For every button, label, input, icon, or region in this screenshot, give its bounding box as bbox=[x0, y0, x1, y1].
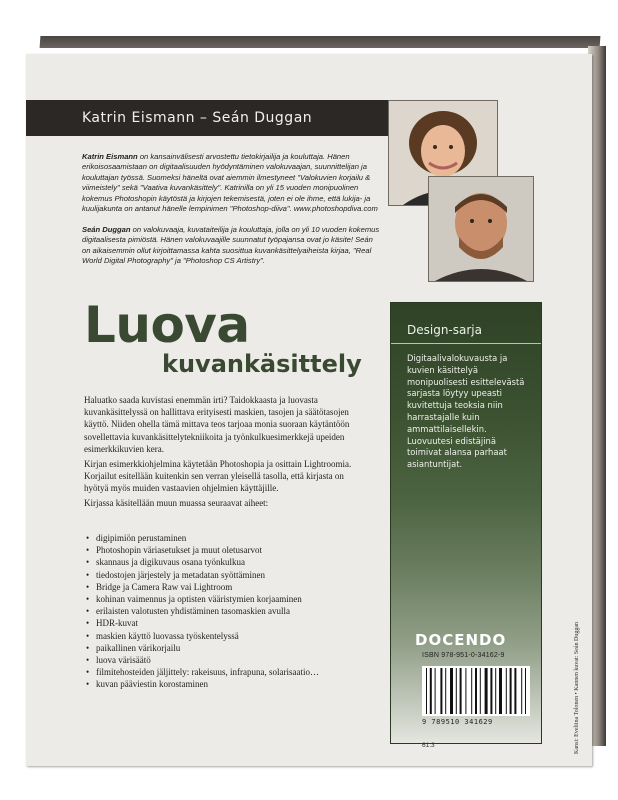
publisher-logo: DOCENDO bbox=[415, 631, 507, 649]
topics-list bbox=[86, 532, 376, 691]
bio-eismann-text: on kansainvälisesti arvostettu tietokirjailija ja kouluttaja. Hänen erikoisosaamistaan on digitaalisuuden hyödyntäminen valokuvaajan, suunnittelijan ja kouluttajan työssä. Suomeksi häneltä ovat aiemmin ilmestyneet "Valokuvien korjailu & viimeistely" sekä "Vaativa kuvankäsittely". Katrinilla on yli 15 vuoden monipuolinen kokemus Photoshopin käytöstä ja kirjojen tekemisestä, joten ei ole ihme, että lukija- ja kuulijakunta on antanut hänelle lempinimen "Photoshop-diiva". www.photoshopdiva.com bbox=[82, 152, 378, 214]
topics-intro: Kirjassa käsitellään muun muassa seuraavat aiheet: bbox=[84, 498, 269, 508]
list-item: • skannaus ja digikuvaus osana työnkulkua bbox=[86, 556, 376, 568]
list-item: • kohinan vaimennus ja optisten vääristymien korjaaminen bbox=[86, 593, 376, 605]
book-subtitle: kuvankäsittely bbox=[162, 350, 362, 378]
bio-duggan-text: on valokuvaaja, kuvataiteilija ja kouluttaja, jolla on yli 10 vuoden kokemus digitaalisesta pimiöstä. Hänen valokuvaajille suunnatut työpajansa ovat jo käsite! Seán on aikaisemmin ollut kirjoittamassa kahta suosittua kuvankäsittelyaiheista kirjaa, "Real World Digital Photography" ja "Photoshop CS Artistry". bbox=[82, 225, 380, 266]
barcode-icon bbox=[422, 666, 530, 716]
list-item: • filmitehosteiden jäljittely: rakeisuus, infrapuna, solarisaatio… bbox=[86, 666, 376, 678]
list-item: • digipimiön perustaminen bbox=[86, 532, 376, 544]
list-item: • maskien käyttö luovassa työskentelyssä bbox=[86, 630, 376, 642]
barcode-area bbox=[422, 652, 530, 734]
bio-eismann bbox=[82, 152, 382, 214]
classification-code: 61.3 bbox=[422, 742, 435, 749]
author-names-bar: Katrin Eismann – Seán Duggan bbox=[26, 100, 388, 136]
isbn-text: ISBN 978-951-0-34162-9 bbox=[422, 652, 505, 659]
barcode-digits: 9 789510 341629 bbox=[422, 718, 493, 726]
bio-duggan bbox=[82, 225, 382, 267]
book-page-edge bbox=[40, 36, 601, 48]
description-paragraph-1: Haluatko saada kuvistasi enemmän irti? Taidokkaasta ja luovasta kuvankäsittelyssä on hallittava erityisesti maskien, tasojen ja säätötasojen käyttö. Niiden ohella tämä mittava teos tarjoaa monia suoraan käytäntöön sovellettavia kuvankäsittelytekniikoita ja työnkulkuesimerkkejä upeiden esimerkkikuvien kera. bbox=[84, 395, 350, 454]
author-photo-duggan bbox=[428, 176, 534, 282]
list-item: • HDR-kuvat bbox=[86, 617, 376, 629]
back-cover bbox=[26, 54, 592, 766]
list-item: • Bridge ja Camera Raw vai Lightroom bbox=[86, 581, 376, 593]
bio-eismann-name: Katrin Eismann bbox=[82, 152, 138, 161]
list-item: • luova värisäätö bbox=[86, 654, 376, 666]
list-item: • tiedostojen järjestely ja metadatan syöttäminen bbox=[86, 569, 376, 581]
book-title: Luova bbox=[84, 296, 250, 354]
list-item: • kuvan pääviestin korostaminen bbox=[86, 678, 376, 690]
series-title: Design-sarja bbox=[407, 323, 482, 337]
series-divider bbox=[391, 343, 541, 344]
list-item: • paikallinen värikorjailu bbox=[86, 642, 376, 654]
list-item: • Photoshopin väriasetukset ja muut oletusarvot bbox=[86, 544, 376, 556]
list-item: • erilaisten valotusten yhdistäminen tasomaskien avulla bbox=[86, 605, 376, 617]
cover-credits: Kansi: Eveliina Tolonen • Kannen kuvat: Seán Duggan bbox=[574, 621, 580, 754]
bio-duggan-name: Seán Duggan bbox=[82, 225, 131, 234]
series-description: Digitaalivalokuvausta ja kuvien käsittelyä monipuolisesti esittelevästä sarjasta löytyy upeasti kuvitettuja teoksia niin harrastajalle kuin ammattilaisellekin. Luovuutesi edistäjinä toimivat alansa parhaat asiantuntijat. bbox=[407, 353, 525, 470]
description-paragraph-2: Kirjan esimerkkiohjelmina käytetään Photoshopia ja osittain Lightroomia. Korjailut esitellään kuitenkin sen verran yleisellä tasolla, että kirjasta on hyötyä myös muiden vastaavien ohjelmien käyttäjille. bbox=[84, 459, 352, 494]
